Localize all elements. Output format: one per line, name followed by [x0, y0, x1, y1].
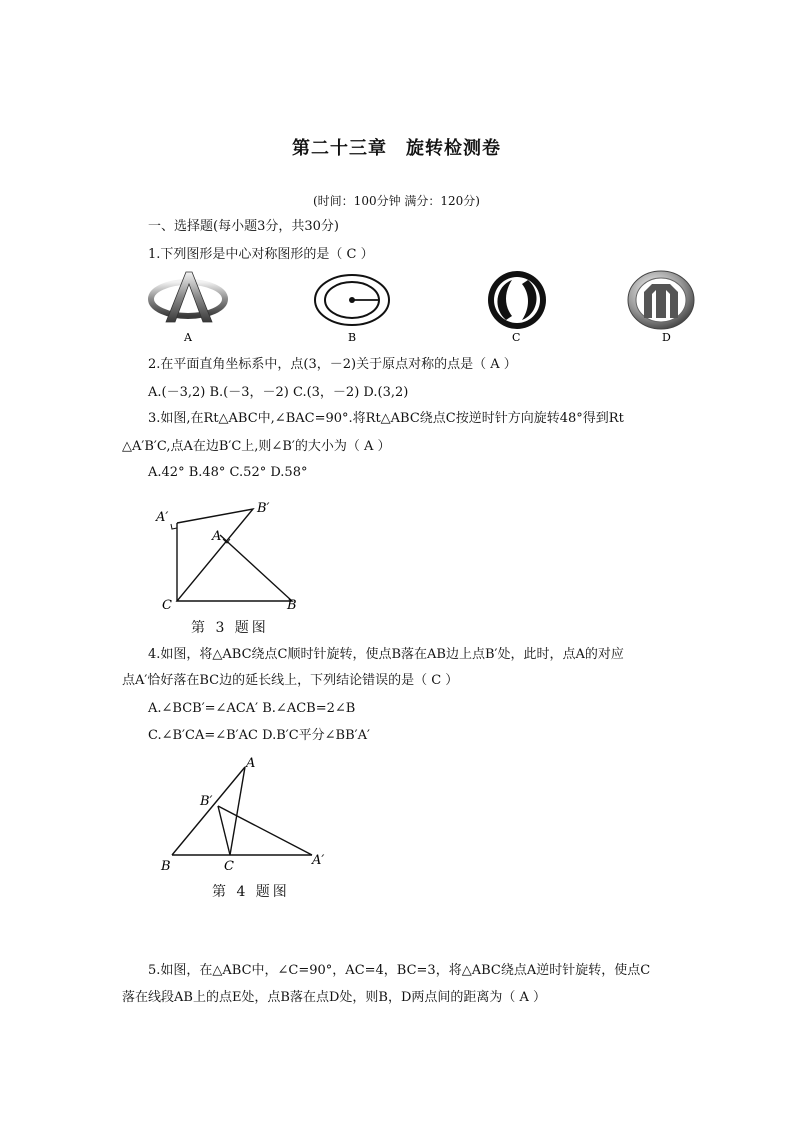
logo-c-icon	[488, 271, 546, 329]
q1-label-c: C	[512, 331, 521, 344]
question-2-text: 2.在平面直角坐标系中，点(3，－2)关于原点对称的点是（ A ）	[148, 357, 517, 372]
q4-point-a: A	[246, 756, 256, 771]
logo-a-icon	[151, 272, 225, 322]
logo-b-icon	[315, 275, 389, 325]
question-4-options-2: C.∠B′CA=∠B′AC D.B′C平分∠BB′A′	[148, 728, 370, 743]
question-1-text: 1.下列图形是中心对称图形的是（ C ）	[148, 247, 374, 262]
q3-point-b-prime: B′	[257, 501, 270, 516]
section-heading: 一、选择题(每小题3分，共30分)	[148, 219, 339, 234]
q3-point-a-prime: A′	[156, 510, 169, 525]
question-3-text-2: △A′B′C,点A在边B′C上,则∠B′的大小为（ A ）	[122, 439, 391, 454]
logo-d-icon	[628, 271, 694, 329]
q4-point-a-prime: A′	[312, 853, 325, 868]
exam-info: (时间：100分钟 满分：120分)	[313, 194, 480, 208]
q1-label-d: D	[662, 331, 671, 344]
question-4-text-2: 点A′恰好落在BC边的延长线上，下列结论错误的是（ C ）	[122, 673, 459, 688]
q3-figure	[150, 492, 320, 616]
q4-point-b: B	[161, 859, 171, 874]
q1-label-b: B	[348, 331, 357, 344]
q4-point-c: C	[224, 859, 234, 874]
q4-point-b-prime: B′	[200, 794, 213, 809]
q1-logos	[140, 266, 720, 348]
q3-point-a: A	[212, 529, 222, 544]
q3-caption: 第 3 题图	[191, 620, 269, 636]
question-3-text-1: 3.如图,在Rt△ABC中,∠BAC=90°.将Rt△ABC绕点C按逆时针方向旋转48°得到Rt	[148, 411, 624, 426]
question-5-text-1: 5.如图，在△ABC中，∠C=90°，AC=4，BC=3，将△ABC绕点A逆时针旋转，使点C	[148, 963, 651, 978]
question-5-text-2: 落在线段AB上的点E处，点B落在点D处，则B，D两点间的距离为（ A ）	[122, 990, 547, 1005]
q4-figure	[155, 752, 340, 876]
question-3-options: A.42° B.48° C.52° D.58°	[148, 465, 308, 480]
q1-label-a: A	[184, 331, 192, 344]
question-2-options: A.(－3,2) B.(－3，－2) C.(3，－2) D.(3,2)	[148, 385, 409, 400]
question-4-text-1: 4.如图，将△ABC绕点C顺时针旋转，使点B落在AB边上点B′处，此时，点A的对应	[148, 647, 624, 662]
question-4-options-1: A.∠BCB′=∠ACA′ B.∠ACB=2∠B	[148, 701, 356, 716]
q4-caption: 第 4 题图	[212, 884, 290, 900]
q3-point-c: C	[162, 598, 172, 613]
q3-point-b: B	[287, 598, 297, 613]
page-title: 第二十三章 旋转检测卷	[292, 138, 501, 159]
